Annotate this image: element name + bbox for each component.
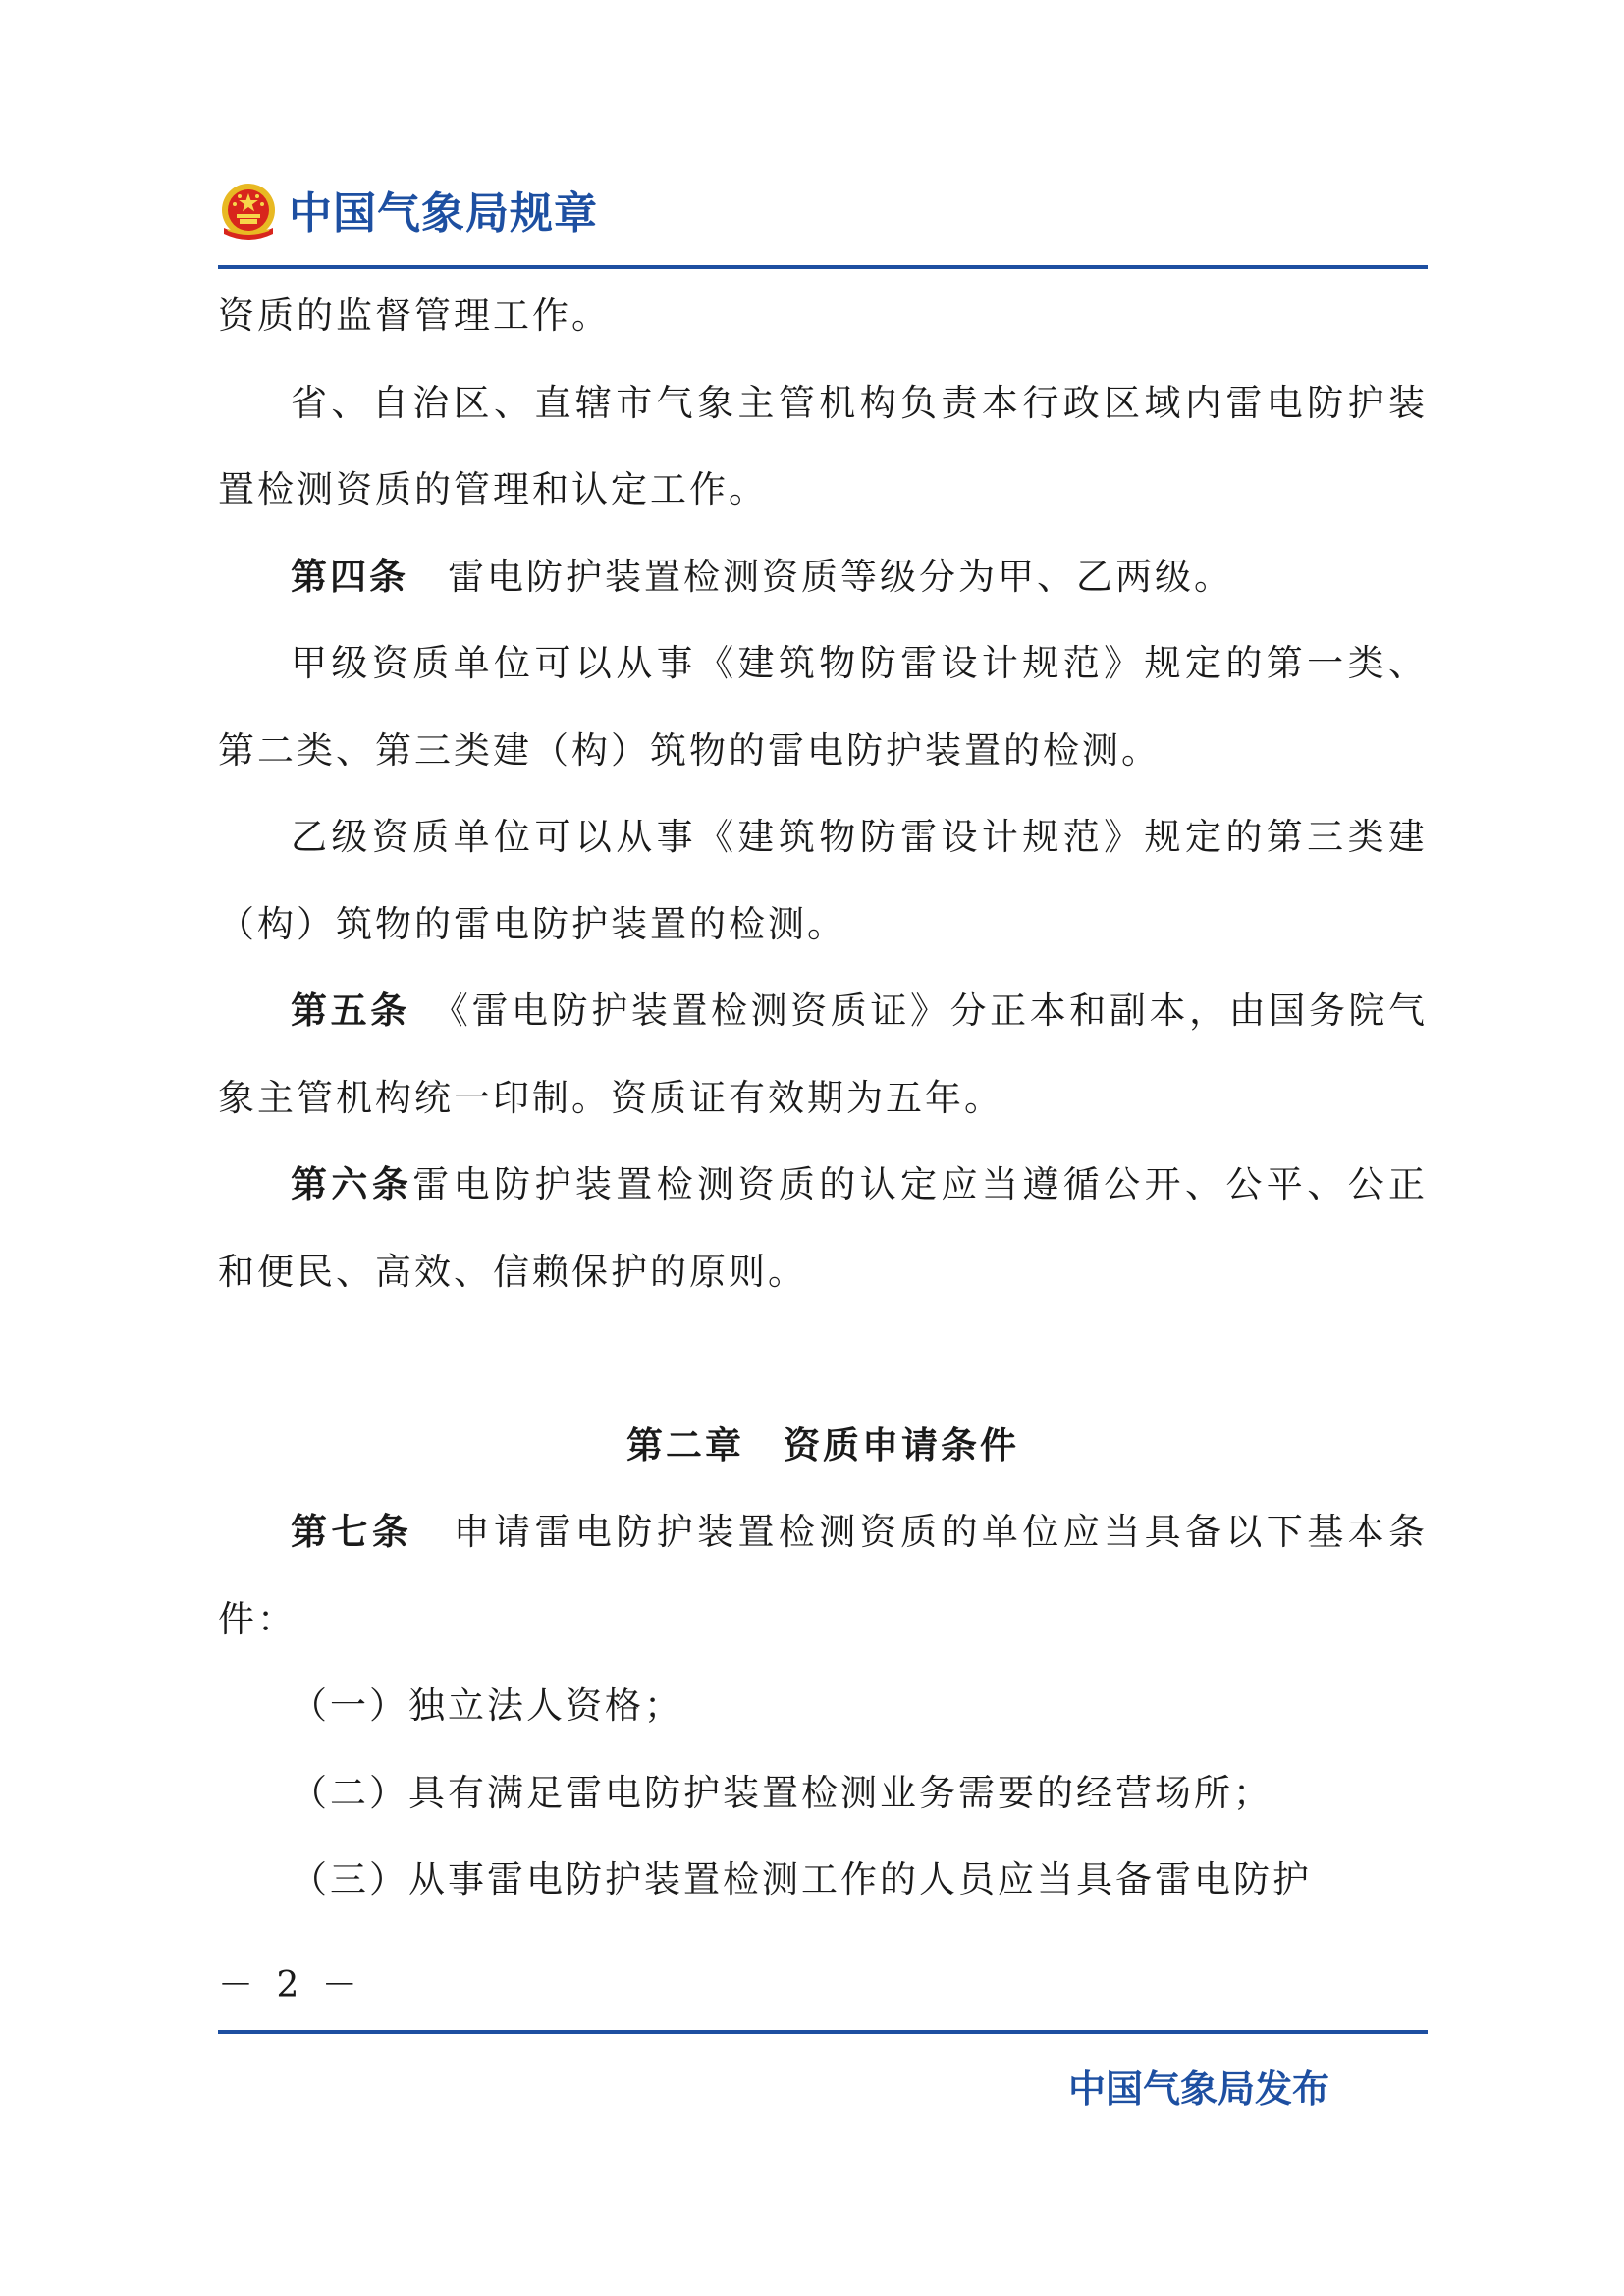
article-6 [218,1142,1428,1315]
document-header [218,175,1428,253]
article-6-label: 第六条 [291,1163,413,1205]
article-4 [218,534,1428,621]
article-4-label: 第四条 [291,555,408,598]
list-item-3: （三）从事雷电防护装置检测工作的人员应当具备雷电防护 [291,1858,1312,1900]
article-5-text: 《雷电防护装置检测资质证》分正本和副本，由国务院气象主管机构统一印制。资质证有效期为五年。 [218,989,1429,1119]
list-item-2: （二）具有满足雷电防护装置检测业务需要的经营场所； [291,1771,1272,1814]
article-7 [218,1489,1428,1663]
paragraph-grade-a: 甲级资质单位可以从事《建筑物防雷设计规范》规定的第一类、第二类、第三类建（构）筑物的雷电防护装置的检测。 [218,642,1428,772]
paragraph-continued: 资质的监督管理工作。 [218,294,611,337]
article-7-label: 第七条 [291,1511,413,1553]
paragraph-grade-b: 乙级资质单位可以从事《建筑物防雷设计规范》规定的第三类建（构）筑物的雷电防护装置的检测。 [218,816,1428,945]
article-5 [218,968,1428,1142]
list-item-1: （一）独立法人资格； [291,1684,683,1727]
article-4-text: 雷电防护装置检测资质等级分为甲、乙两级。 [408,555,1233,598]
document-body [218,273,1428,1924]
national-emblem-icon [218,181,279,245]
article-6-text: 雷电防护装置检测资质的认定应当遵循公开、公平、公正和便民、高效、信赖保护的原则。 [218,1163,1429,1293]
article-5-label: 第五条 [291,989,410,1032]
chapter-title: 第二章 资质申请条件 [626,1423,1019,1467]
paragraph-provincial-authority: 省、自治区、直辖市气象主管机构负责本行政区域内雷电防护装置检测资质的管理和认定工作。 [218,381,1428,510]
header-title: 中国气象局规章 [289,188,598,239]
header-divider [218,265,1428,269]
footer-divider [218,2030,1428,2034]
section-spacer [218,1315,1428,1403]
page-number: － 2 － [218,1965,363,2005]
article-7-text: 申请雷电防护装置检测资质的单位应当具备以下基本条件： [218,1511,1429,1640]
publisher-label: 中国气象局发布 [1068,2067,1330,2110]
